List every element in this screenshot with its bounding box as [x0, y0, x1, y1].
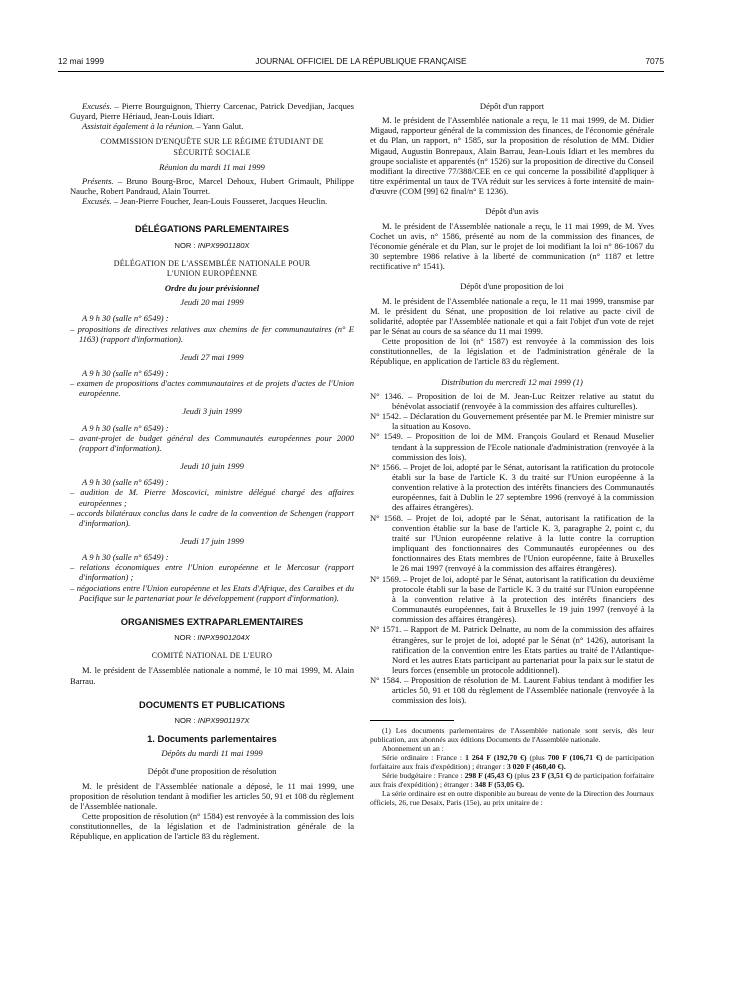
avis-text: M. le président de l'Assemblée nationale a reçu, le 11 mai 1999, de M. Yves Cochet un avis, n° 1586, présenté au nom de la commission des finances, de l'économie générale et du Plan, sur le projet de loi modifiant la loi n° 86-1067 du 30 septembre 1986 relative à la liberté de communication (n° 1187 et lettre rectificative n° 1541).	[370, 220, 654, 272]
agenda-time: A 9 h 30 (salle n° 6549) :	[82, 552, 169, 563]
depot-resolution-text: Cette proposition de résolution (n° 1584) est renvoyée à la commission des lois constitutionnelles, de la législation et de l'administration générale de la République, en application de l'article 83 du règlement.	[70, 810, 354, 842]
nor-label: NOR :	[174, 633, 198, 643]
agenda-date: Jeudi 17 juin 1999	[180, 536, 244, 546]
footnote-part: (plus	[526, 752, 548, 762]
right-column	[370, 101, 654, 807]
footnote-price: 1 264 F (192,70 €)	[465, 752, 527, 762]
footnote-prices-budgetaire	[370, 771, 654, 789]
agenda-item: – accords bilatéraux conclus dans le cadre de la convention de Schengen (rapport d'information).	[70, 507, 354, 528]
footnote-price: 348 F (53,05 €).	[474, 780, 524, 790]
footnote-part: de participation forfaitaire aux frais d'expédition) ; étranger :	[370, 771, 654, 790]
footnote	[370, 726, 654, 808]
header-date: 12 mai 1999	[58, 56, 105, 66]
delegations-nor	[70, 241, 354, 251]
agenda-day	[70, 406, 354, 453]
header-journal-title: JOURNAL OFFICIEL DE LA RÉPUBLIQUE FRANÇAISE	[255, 56, 467, 66]
agenda-date: Jeudi 27 mai 1999	[180, 351, 244, 362]
footnote-text: (1) Les documents parlementaires de l'Assemblée nationale sont servis, dès leur publication, aux abonnés aux éditions Documents de l'Assemblée nationale.	[370, 725, 654, 744]
agenda-day	[70, 461, 354, 528]
excuses2-text: – Jean-Pierre Foucher, Jean-Louis Fousseret, Jacques Heuclin.	[111, 196, 328, 207]
nor-label: NOR :	[174, 240, 198, 250]
list-item: N° 1566. – Projet de loi, adopté par le Sénat, autorisant la ratification du protocole établi sur la base de l'article K. 3 du traité sur l'Union européenne à la convention relative à la protection des intérêts financiers des Communautés européennes, fait à Dublin le 27 septembre 1996 (renvoyé à la commission des affaires étrangères).	[370, 461, 654, 513]
footnote-price: 298 F (45,43 €)	[464, 771, 513, 781]
agenda-time: A 9 h 30 (salle n° 6549) :	[82, 477, 169, 488]
proposition-title: Dépôt d'une proposition de loi	[460, 281, 564, 292]
left-column	[70, 101, 354, 841]
rapport-title: Dépôt d'un rapport	[479, 101, 545, 111]
rapport-text: M. le président de l'Assemblée nationale a reçu, le 11 mai 1999, de M. Didier Migaud, rapporteur général de la commission des finances, de l'économie générale et du Plan, un rapport, n° 1585, sur la proposition de résolution de MM. Didier Migaud, Augustin Bonrepaux, Alain Barrau, Jean-Louis Idiart et les membres du groupe socialiste et apparentés (n° 1526) sur la proposition de directive du Conseil modifiant la directive 77/388/CEE en ce qui concerne la possibilité d'appliquer à titre expérimental un taux de TVA réduit sur les services à forte intensité de main-d'œuvre (COM [99] 62 final/n° E 1236).	[370, 115, 654, 197]
list-item: N° 1568. – Projet de loi, adopté par le Sénat, autorisant la ratification de la convention établie sur la base de l'article K. 3, paragraphe 2, point c, du traité sur l'Union européenne relative à la lutte contre la corruption impliquant des fonctionnaires des Communautés européennes ou des fonctionnaires des Etats membres de l'Union européenne, faite à Bruxelles le 26 mai 1997 (renvoyé à la commission des affaires étrangères).	[370, 512, 654, 574]
agenda-time: A 9 h 30 (salle n° 6549) :	[82, 313, 169, 324]
list-item: N° 1346. – Proposition de loi de M. Jean-Luc Reitzer relative au statut du bénévolat associatif (renvoyée à la commission des affaires culturelles).	[370, 390, 654, 411]
presents-text: – Bruno Bourg-Broc, Marcel Dehoux, Hubert Grimault, Philippe Nauche, Robert Pandraud, Alain Tourret.	[70, 175, 354, 197]
agenda-day	[70, 536, 354, 603]
footnote-part: Série budgétaire : France :	[382, 771, 465, 781]
avis-title: Dépôt d'un avis	[485, 206, 539, 217]
comite-text: M. le président de l'Assemblée nationale a nommé, le 10 mai 1999, M. Alain Barrau.	[70, 665, 354, 686]
nor-code: INPX9901180X	[197, 240, 250, 250]
organismes-heading: ORGANISMES EXTRAPARLEMENTAIRES	[120, 616, 304, 627]
docs-parl-heading: 1. Documents parlementaires	[147, 734, 277, 745]
list-item: N° 1571. – Rapport de M. Patrick Delnatte, au nom de la commission des affaires étrangères, sur le projet de loi, adopté par le Sénat (n° 1426), autorisant la ratification de la convention entre les Etats parties au traité de l'Atlantique-Nord et les autres Etats participant au partenariat pour la paix sur le statut de leurs forces (ensemble un protocole additionnel).	[370, 624, 654, 675]
commission-title: COMMISSION D'ENQUÊTE SUR LE RÉGIME ÉTUDIANT DE SÉCURITÉ SOCIALE	[100, 137, 324, 157]
footnote-part: Série ordinaire : France :	[382, 752, 466, 762]
documents-nor	[70, 716, 354, 726]
organismes-nor	[70, 633, 354, 643]
footnote-text: Abonnement un an :	[382, 743, 444, 753]
depot-resolution-title: Dépôt d'une proposition de résolution	[147, 766, 277, 777]
proposition-text: M. le président de l'Assemblée nationale a reçu, le 11 mai 1999, transmise par M. le président du Sénat, une proposition de loi relative au pacte civil de solidarité, adoptée par l'Assemblée nationale et qui a fait l'objet d'un vote de rejet par le Sénat au cours de sa séance du 11 mai 1999.	[370, 295, 654, 336]
agenda-day	[70, 297, 354, 344]
nor-code: INPX9901197X	[197, 715, 250, 725]
delegations-heading: DÉLÉGATIONS PARLEMENTAIRES	[135, 224, 289, 235]
agenda-item: – examen de propositions d'actes communautaires et de projets d'actes de l'Union européenne.	[70, 378, 354, 399]
reunion-date: Réunion du mardi 11 mai 1999	[159, 161, 265, 172]
distribution-list	[370, 391, 654, 706]
agenda-date: Jeudi 3 juin 1999	[182, 406, 242, 417]
agenda-item: – propositions de directives relatives aux chemins de fer communautaires (n° E 1163) (rapport d'information).	[70, 323, 354, 344]
footnote-price: 700 F (106,71 €)	[547, 752, 603, 762]
agenda-day	[70, 352, 354, 399]
assistait-label: Assistait également à la réunion.	[82, 121, 195, 132]
page-header	[58, 56, 664, 70]
footnote-prices-ordinaire	[370, 753, 654, 771]
delegation-title: DÉLÉGATION DE L'ASSEMBLÉE NATIONALE POUR L'UNION EUROPÉENNE	[113, 258, 311, 278]
presents-label: Présents.	[82, 175, 114, 186]
depots-date: Dépôts du mardi 11 mai 1999	[161, 748, 263, 759]
proposition-text: Cette proposition de loi (n° 1587) est renvoyée à la commission des lois constitutionnelles, de la législation et de l'administration générale de la République, en application de l'article 83 du règlement.	[370, 336, 654, 367]
agenda-item: – audition de M. Pierre Moscovici, ministre délégué chargé des affaires européennes ;	[70, 487, 354, 508]
list-item: N° 1584. – Proposition de résolution de M. Laurent Fabius tendant à modifier les articles 50, 91 et 108 du règlement de l'Assemblée nationale (renvoyée à la commission des lois).	[370, 675, 654, 706]
footnote-price: 23 F (3,51 €)	[531, 771, 572, 781]
excuses-label: Excusés.	[82, 101, 112, 111]
agenda-time: A 9 h 30 (salle n° 6549) :	[82, 422, 169, 433]
assistait-paragraph	[70, 121, 354, 131]
list-item: N° 1569. – Projet de loi, adopté par le Sénat, autorisant la ratification du deuxième protocole établi sur la base de l'article K. 3 du traité sur l'Union européenne à la convention relative à la protection des intérêts financiers des Communautés européennes, fait à Bruxelles le 19 juin 1997 (renvoyé à la commission des affaires étrangères).	[370, 573, 654, 625]
distribution-title: Distribution du mercredi 12 mai 1999 (1)	[441, 376, 583, 387]
footnote-part: de participation forfaitaire aux frais d'expédition) ; étranger :	[370, 752, 654, 771]
agenda-item: – négociations entre l'Union européenne et les Etats d'Afrique, des Caraïbes et du Pacifique sur le partenariat pour le développement (rapport d'information).	[70, 582, 354, 603]
header-page-number: 7075	[645, 56, 664, 66]
agenda-item: – relations économiques entre l'Union européenne et le Mercosur (rapport d'information) ;	[70, 562, 354, 583]
footnote-text: La série ordinaire est en outre disponible au bureau de vente de la Direction des Journaux officiels, 26, rue Desaix, Paris (15e), au prix unitaire de :	[370, 789, 654, 808]
agenda-date: Jeudi 10 juin 1999	[180, 461, 244, 472]
agenda-time: A 9 h 30 (salle n° 6549) :	[82, 367, 169, 378]
depot-resolution-text: M. le président de l'Assemblée nationale a déposé, le 11 mai 1999, une proposition de résolution tendant à modifier les articles 50, 91 et 108 du règlement de l'Assemblée nationale.	[70, 780, 354, 811]
excuses2-paragraph	[70, 196, 354, 206]
documents-heading: DOCUMENTS ET PUBLICATIONS	[139, 699, 285, 710]
agenda-item: – avant-projet de budget général des Communautés européennes pour 2000 (rapport d'information).	[70, 432, 354, 453]
footnote-price: 3 020 F (460,40 €).	[506, 761, 566, 771]
list-item: N° 1549. – Proposition de loi de MM. François Goulard et Renaud Muselier tendant à la suppression de l'Ecole nationale d'administration (renvoyée à la commission des lois).	[370, 431, 654, 462]
comite-title: COMITÉ NATIONAL DE L'EURO	[151, 651, 273, 661]
ordre-du-jour: Ordre du jour prévisionnel	[164, 283, 260, 294]
header-rule	[58, 71, 664, 72]
assistait-text: – Yann Galut.	[194, 121, 244, 132]
footnote-rule	[370, 720, 454, 721]
list-item: N° 1542. – Déclaration du Gouvernement présentée par M. le Premier ministre sur la situation au Kosovo.	[370, 411, 654, 432]
excuses-text: – Pierre Bourguignon, Thierry Carcenac, Patrick Devedjian, Jacques Guyard, Pierre Hériaud, Jean-Louis Idiart.	[70, 101, 354, 122]
presents-paragraph	[70, 176, 354, 196]
excuses-paragraph	[70, 101, 354, 121]
nor-label: NOR :	[174, 715, 198, 725]
footnote-part: (plus	[512, 771, 532, 781]
excuses2-label: Excusés.	[82, 196, 112, 207]
agenda-date: Jeudi 20 mai 1999	[180, 297, 244, 308]
nor-code: INPX9901204X	[197, 633, 250, 643]
